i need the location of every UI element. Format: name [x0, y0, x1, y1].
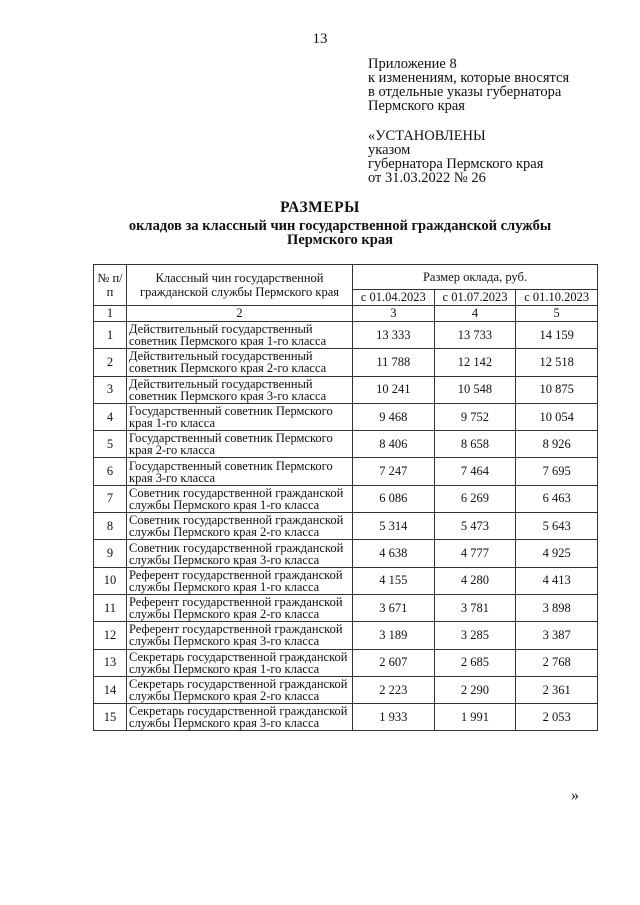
header-salary-group: Размер оклада, руб.: [353, 265, 598, 290]
row-rank-name: Референт государственной гражданской службы Пермского края 3-го класса: [127, 622, 353, 649]
row-salary-jul: 1 991: [434, 704, 516, 731]
header-number: № п/п: [94, 265, 127, 306]
row-salary-apr: 8 406: [353, 431, 435, 458]
row-rank-name: Референт государственной гражданской службы Пермского края 2-го класса: [127, 594, 353, 621]
header-date: с 01.07.2023: [434, 290, 516, 306]
table-row: [94, 649, 598, 676]
row-rank-name: Действительный государственный советник Пермского края 2-го класса: [127, 349, 353, 376]
row-salary-apr: 3 189: [353, 622, 435, 649]
table-row: [94, 431, 598, 458]
column-index-row: [94, 306, 598, 322]
table-row: [94, 403, 598, 430]
row-salary-apr: 2 607: [353, 649, 435, 676]
row-rank-name: Советник государственной гражданской службы Пермского края 1-го класса: [127, 485, 353, 512]
row-number: 7: [94, 485, 127, 512]
column-index: 4: [434, 306, 516, 322]
row-salary-apr: 3 671: [353, 594, 435, 621]
row-number: 10: [94, 567, 127, 594]
row-number: 15: [94, 704, 127, 731]
row-number: 12: [94, 622, 127, 649]
appendix-line: Пермского края: [368, 98, 465, 114]
row-salary-jul: 7 464: [434, 458, 516, 485]
table-row: [94, 567, 598, 594]
row-salary-apr: 9 468: [353, 403, 435, 430]
row-number: 3: [94, 376, 127, 403]
row-rank-name: Государственный советник Пермского края 2-го класса: [127, 431, 353, 458]
row-salary-jul: 8 658: [434, 431, 516, 458]
row-rank-name: Референт государственной гражданской службы Пермского края 1-го класса: [127, 567, 353, 594]
row-salary-apr: 11 788: [353, 349, 435, 376]
approval-line: от 31.03.2022 № 26: [368, 170, 486, 186]
row-salary-oct: 6 463: [516, 485, 598, 512]
row-number: 4: [94, 403, 127, 430]
approval-line: «УСТАНОВЛЕНЫ: [368, 128, 486, 144]
column-index: 3: [353, 306, 435, 322]
row-salary-jul: 3 285: [434, 622, 516, 649]
row-salary-oct: 14 159: [516, 322, 598, 349]
row-salary-jul: 12 142: [434, 349, 516, 376]
row-salary-jul: 5 473: [434, 513, 516, 540]
row-salary-apr: 7 247: [353, 458, 435, 485]
row-number: 11: [94, 594, 127, 621]
row-salary-apr: 4 155: [353, 567, 435, 594]
row-salary-apr: 10 241: [353, 376, 435, 403]
table-row: [94, 458, 598, 485]
header-date: с 01.10.2023: [516, 290, 598, 306]
row-rank-name: Секретарь государственной гражданской службы Пермского края 1-го класса: [127, 649, 353, 676]
row-salary-oct: 10 875: [516, 376, 598, 403]
row-rank-name: Действительный государственный советник Пермского края 1-го класса: [127, 322, 353, 349]
row-salary-oct: 2 361: [516, 676, 598, 703]
table-row: [94, 540, 598, 567]
row-salary-oct: 4 413: [516, 567, 598, 594]
approval-line: губернатора Пермского края: [368, 156, 544, 172]
table-row: [94, 513, 598, 540]
table-row: [94, 622, 598, 649]
table-body: [94, 322, 598, 731]
row-salary-apr: 5 314: [353, 513, 435, 540]
row-salary-oct: 3 387: [516, 622, 598, 649]
row-salary-oct: 4 925: [516, 540, 598, 567]
table-row: [94, 676, 598, 703]
row-salary-apr: 6 086: [353, 485, 435, 512]
approval-line: указом: [368, 142, 411, 158]
row-salary-jul: 2 685: [434, 649, 516, 676]
table-row: [94, 349, 598, 376]
table-row: [94, 376, 598, 403]
row-salary-oct: 2 768: [516, 649, 598, 676]
row-number: 9: [94, 540, 127, 567]
row-salary-oct: 8 926: [516, 431, 598, 458]
row-rank-name: Государственный советник Пермского края 1-го класса: [127, 403, 353, 430]
row-salary-apr: 4 638: [353, 540, 435, 567]
approval-stamp: [368, 129, 628, 185]
column-index: 1: [94, 306, 127, 322]
row-rank-name: Действительный государственный советник Пермского края 3-го класса: [127, 376, 353, 403]
row-salary-oct: 10 054: [516, 403, 598, 430]
row-number: 13: [94, 649, 127, 676]
row-salary-jul: 2 290: [434, 676, 516, 703]
row-number: 6: [94, 458, 127, 485]
row-salary-oct: 7 695: [516, 458, 598, 485]
table-header-row: [94, 265, 598, 290]
header-date: с 01.04.2023: [353, 290, 435, 306]
row-salary-oct: 12 518: [516, 349, 598, 376]
row-number: 8: [94, 513, 127, 540]
appendix-line: Приложение 8: [368, 56, 457, 72]
row-number: 14: [94, 676, 127, 703]
row-rank-name: Советник государственной гражданской службы Пермского края 3-го класса: [127, 540, 353, 567]
row-salary-jul: 9 752: [434, 403, 516, 430]
header-rank: Классный чин государственной гражданской службы Пермского края: [127, 265, 353, 306]
row-salary-jul: 3 781: [434, 594, 516, 621]
row-rank-name: Секретарь государственной гражданской службы Пермского края 3-го класса: [127, 704, 353, 731]
document-subtitle: окладов за классный чин государственной гражданской службы Пермского края: [128, 218, 552, 248]
salary-table: [93, 264, 598, 731]
row-salary-jul: 10 548: [434, 376, 516, 403]
row-number: 2: [94, 349, 127, 376]
table-row: [94, 322, 598, 349]
table-row: [94, 704, 598, 731]
row-salary-jul: 13 733: [434, 322, 516, 349]
closing-quote: »: [571, 787, 579, 804]
appendix-line: в отдельные указы губернатора: [368, 84, 562, 100]
row-salary-jul: 4 777: [434, 540, 516, 567]
row-rank-name: Советник государственной гражданской службы Пермского края 2-го класса: [127, 513, 353, 540]
row-salary-apr: 2 223: [353, 676, 435, 703]
row-number: 5: [94, 431, 127, 458]
table-row: [94, 594, 598, 621]
row-salary-apr: 1 933: [353, 704, 435, 731]
row-salary-oct: 3 898: [516, 594, 598, 621]
row-number: 1: [94, 322, 127, 349]
appendix-note: [368, 57, 628, 113]
row-rank-name: Секретарь государственной гражданской службы Пермского края 2-го класса: [127, 676, 353, 703]
row-salary-oct: 2 053: [516, 704, 598, 731]
appendix-line: к изменениям, которые вносятся: [368, 70, 570, 86]
row-salary-jul: 4 280: [434, 567, 516, 594]
row-salary-jul: 6 269: [434, 485, 516, 512]
column-index: 5: [516, 306, 598, 322]
row-rank-name: Государственный советник Пермского края 3-го класса: [127, 458, 353, 485]
document-title: РАЗМЕРЫ: [280, 199, 360, 216]
column-index: 2: [127, 306, 353, 322]
row-salary-apr: 13 333: [353, 322, 435, 349]
table-row: [94, 485, 598, 512]
row-salary-oct: 5 643: [516, 513, 598, 540]
page-number: 13: [312, 31, 328, 47]
